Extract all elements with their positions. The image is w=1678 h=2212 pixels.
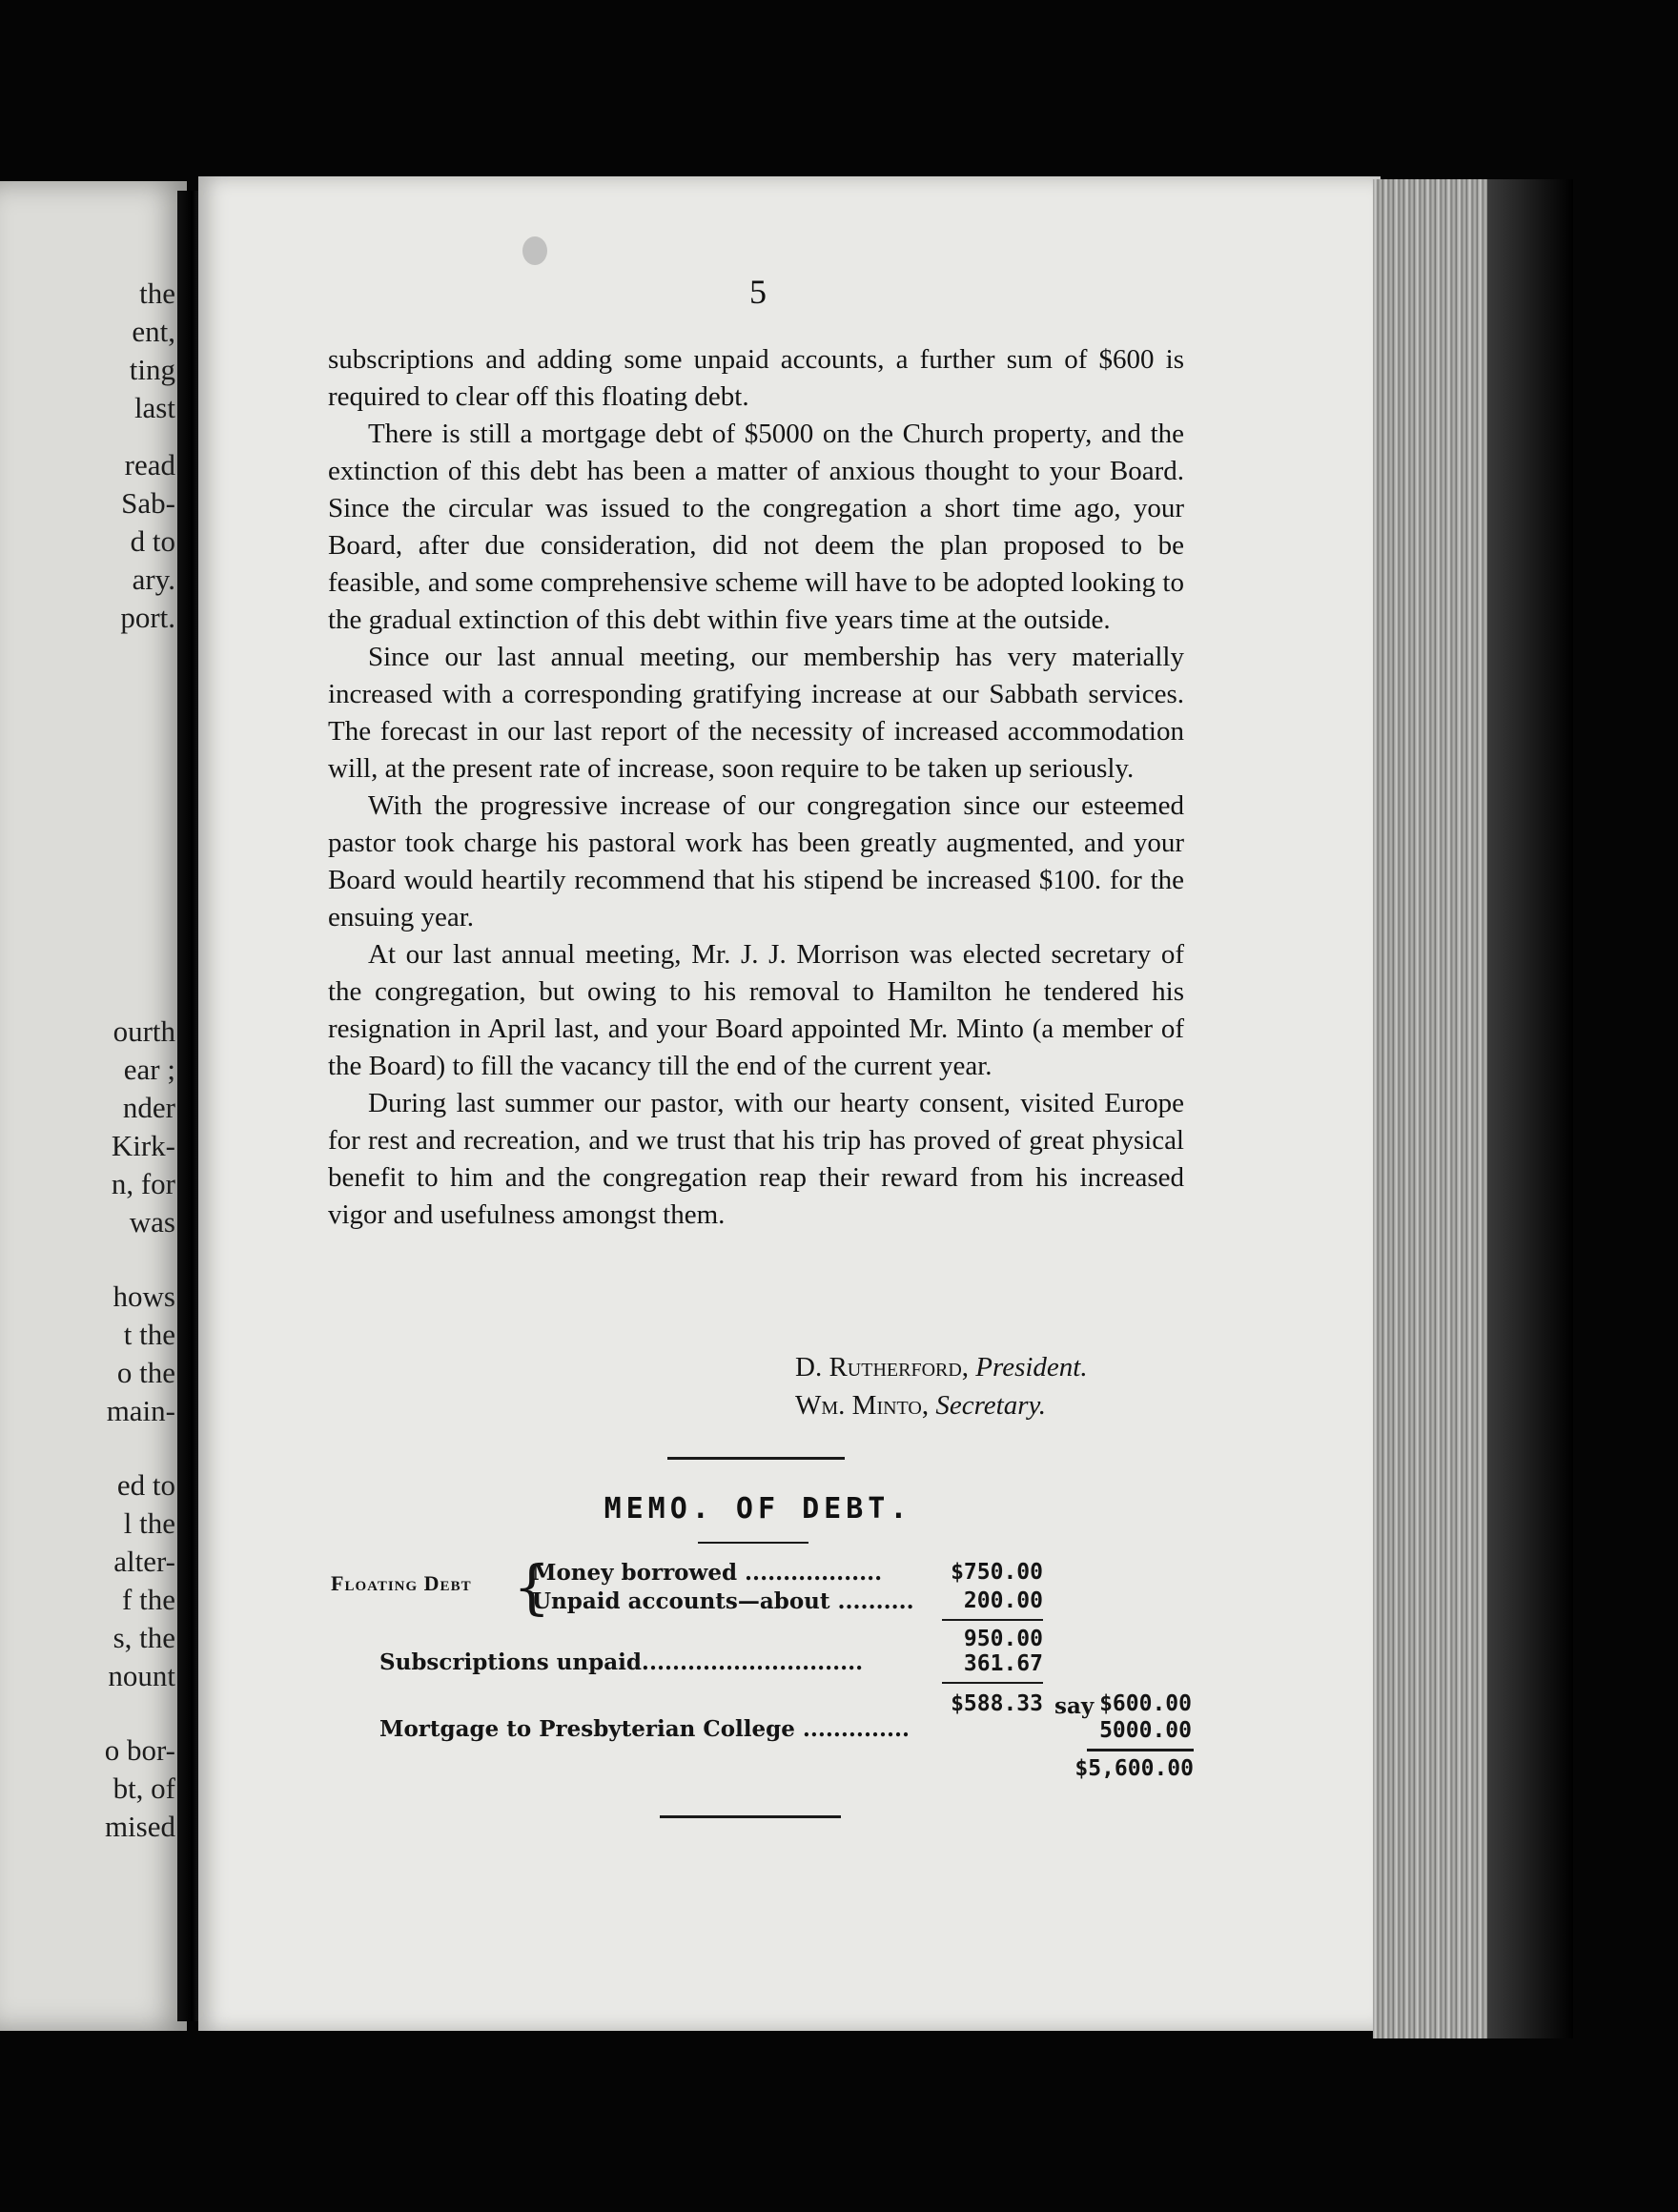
money-borrowed-amount: $750.00 (951, 1560, 1043, 1585)
memo-title: MEMO. OF DEBT. (604, 1492, 912, 1526)
section-divider (667, 1457, 845, 1460)
unpaid-accounts-amount: 200.00 (963, 1588, 1043, 1613)
paragraph-stipend: With the progressive increase of our congregation since our esteemed pastor took charge his pastoral work has been greatly augmented, and your Board would heartily recommend that his stipend be increased $100. for the ensuing year. (328, 790, 1184, 932)
facing-page-fragment: ent, (132, 315, 175, 348)
facing-page-fragment: o bor- (104, 1733, 175, 1767)
total-rule (1087, 1749, 1194, 1751)
president-name: D. Rutherford, (795, 1352, 970, 1382)
total-amount: $5,600.00 (1074, 1756, 1194, 1781)
paragraph-mortgage: There is still a mortgage debt of $5000 on the Church property, and the extinction of this debt has been a matter of anxious thought to your Board. Since the circular was issued to the congregation a short time ago, your Board, after due consideration, did not deem the plan proposed to be feasible, and some comprehensive scheme will have to be adopted looking to the gradual extinction of this debt within five years time at the outside. (328, 419, 1184, 635)
facing-page-fragment: Kirk- (111, 1129, 175, 1162)
president-title: President. (975, 1352, 1088, 1382)
facing-page-fragment: ourth (113, 1014, 175, 1048)
subscriptions-amount: 361.67 (963, 1651, 1043, 1676)
facing-page-fragment: n, for (111, 1167, 175, 1200)
facing-page-fragment: o the (116, 1356, 175, 1389)
net-rule (942, 1682, 1043, 1684)
mortgage-label: Mortgage to Presbyterian College .............. (379, 1716, 910, 1742)
facing-page-fragment: alter- (113, 1545, 175, 1578)
brace: { (513, 1552, 551, 1622)
subscriptions-label: Subscriptions unpaid............................. (379, 1649, 864, 1675)
facing-page-fragment: bt, of (113, 1772, 175, 1805)
facing-page-fragment: Sab- (121, 486, 175, 520)
facing-page-fragment: ting (129, 353, 175, 386)
say-amount: $600.00 (1099, 1691, 1192, 1716)
page-edges-shadow (1487, 179, 1573, 2038)
facing-page-fragment: port. (120, 601, 175, 634)
facing-page-fragment: t the (123, 1318, 175, 1351)
say-label: say (1054, 1693, 1095, 1719)
net-amount: $588.33 (951, 1691, 1043, 1716)
paragraph-secretary: At our last annual meeting, Mr. J. J. Morrison was elected secretary of the congregation, but owing to his removal to Hamilton he tendered his resignation in April last, and your Board appointed Mr. Minto (a member of the Board) to fill the vacancy till the end of the current year. (328, 939, 1184, 1081)
facing-page-fragment: the (139, 276, 175, 310)
facing-page-fragment: ear ; (123, 1053, 175, 1086)
facing-page-fragment: nder (122, 1091, 175, 1124)
facing-page (0, 181, 187, 2031)
facing-page-fragment: read (124, 448, 175, 481)
facing-page-fragment: s, the (113, 1621, 175, 1654)
closing-divider (660, 1815, 841, 1818)
paragraph-floating-debt: subscriptions and adding some unpaid accounts, a further sum of $600 is required to clear off this floating debt. (328, 344, 1184, 412)
paper-stain (522, 236, 547, 265)
subtotal-rule (942, 1619, 1043, 1621)
secretary-title: Secretary. (935, 1390, 1047, 1421)
subtotal-amount: 950.00 (963, 1627, 1043, 1651)
facing-page-fragment: was (129, 1205, 175, 1239)
paragraph-pastor-trip: During last summer our pastor, with our hearty consent, visited Europe for rest and recreation, and we trust that his trip has proved of great physical benefit to him and the congregation reap their reward from his increased vigor and usefulness amongst them. (328, 1088, 1184, 1230)
unpaid-accounts-label: Unpaid accounts—about .......... (532, 1588, 914, 1614)
facing-page-fragment: l the (123, 1506, 175, 1540)
page-number: 5 (749, 273, 767, 311)
title-underline (698, 1542, 808, 1544)
signature-secretary (795, 1390, 1046, 1422)
signature-president (795, 1352, 1088, 1383)
paragraph-membership: Since our last annual meeting, our membership has very materially increased with a corresponding gratifying increase at our Sabbath services. The forecast in our last report of the necessity of increased accommodation will, at the present rate of increase, soon require to be taken up seriously. (328, 642, 1184, 784)
facing-page-fragment: mised (104, 1810, 175, 1843)
facing-page-fragment: main- (106, 1394, 175, 1427)
floating-debt-label: Floating Debt (331, 1571, 472, 1595)
secretary-name: Wm. Minto, (795, 1390, 930, 1421)
mortgage-amount: 5000.00 (1099, 1718, 1192, 1743)
facing-page-fragment: nount (108, 1659, 175, 1692)
facing-page-fragment: f the (122, 1583, 175, 1616)
facing-page-fragment: hows (113, 1280, 175, 1313)
report-body (328, 341, 1184, 1234)
facing-page-fragment: ary. (132, 563, 175, 596)
money-borrowed-label: Money borrowed .................. (532, 1560, 883, 1586)
facing-page-fragment: ed to (116, 1468, 175, 1502)
facing-page-fragment: last (133, 391, 175, 424)
facing-page-fragment: d to (130, 524, 175, 558)
